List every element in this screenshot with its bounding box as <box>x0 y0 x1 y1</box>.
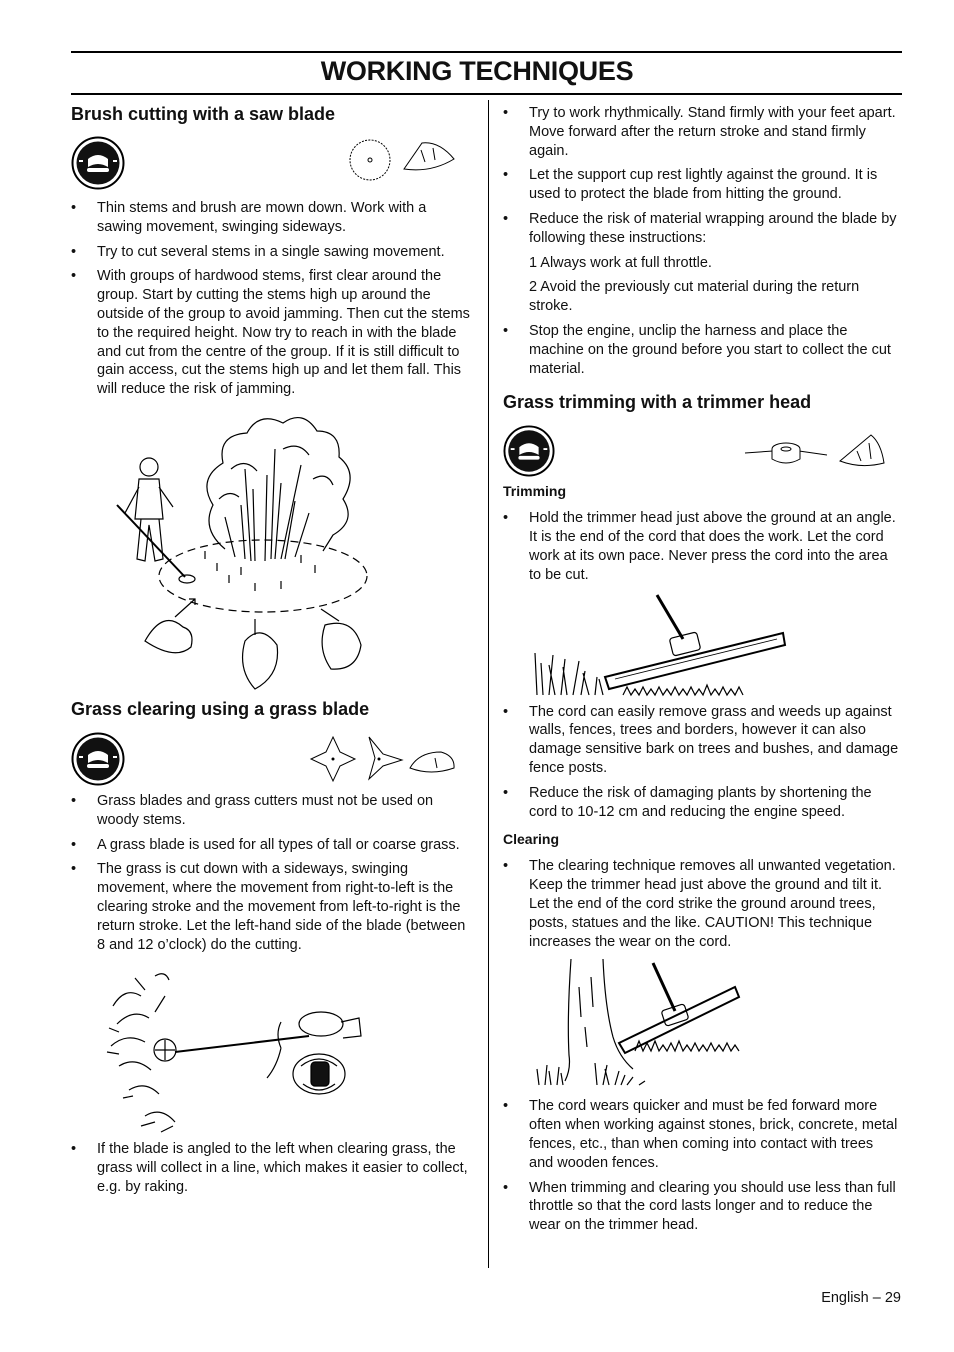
right-bullets <box>503 104 901 248</box>
list-item: • Thin stems and brush are mown down. Work with a sawing movement, swinging sideways. <box>71 199 473 237</box>
subheading-trimming: Trimming <box>503 483 567 500</box>
trimmer-head-icon <box>743 433 829 473</box>
protective-gear-icon <box>503 425 555 477</box>
right-bullets-last <box>503 322 901 378</box>
trimmer-icon-row <box>503 425 901 479</box>
list-item: • Reduce the risk of damaging plants by shortening the cord to 10-12 cm and reducing the engine speed. <box>503 784 901 822</box>
trimmer-guard-icon <box>837 431 887 469</box>
page-title: WORKING TECHNIQUES <box>320 56 634 86</box>
list-item: • Try to cut several stems in a single sawing movement. <box>71 243 473 262</box>
list-item: • With groups of hardwood stems, first clear around the group. Start by cutting the stems high up around the outside of the group to avoid jamming. Then cut the stems to the required height. Now try to reach in with the blade and cut from the centre of the group. If it is still difficult to gain access, cut the stems high up and let them fall. This will reduce the risk of jamming. <box>71 267 473 399</box>
brush-icon-row <box>71 136 473 196</box>
grass-blade-four-tooth-icon <box>308 734 358 784</box>
list-item: • Grass blades and grass cutters must not be used on woody stems. <box>71 792 473 830</box>
grass-blade-three-tooth-icon <box>361 734 405 782</box>
left-column <box>71 100 473 1203</box>
trimming-bullets <box>503 509 901 584</box>
list-item: • When trimming and clearing you should use less than full throttle so that the cord lasts longer and to reduce the wear on the trimmer head. <box>503 1179 901 1235</box>
blade-guard-icon <box>407 746 457 776</box>
brush-bullets <box>71 199 473 399</box>
protective-gear-icon <box>71 732 125 786</box>
list-item: • Let the support cup rest lightly against the ground. It is used to protect the blade from hitting the ground. <box>503 166 901 204</box>
page-footer: English – 29 <box>821 1290 901 1306</box>
grass-bullets-after <box>71 1140 473 1196</box>
list-item: • If the blade is angled to the left when clearing grass, the grass will collect in a line, which makes it easier to collect, e.g. by raking. <box>71 1140 473 1196</box>
step-1: 1 Always work at full throttle. <box>529 254 712 271</box>
section-heading-brush: Brush cutting with a saw blade <box>71 104 336 124</box>
grass-bullets <box>71 792 473 954</box>
trimming-bullets-after <box>503 703 901 822</box>
list-item: • Hold the trimmer head just above the ground at an angle. It is the end of the cord that does the work. Let the cord work at its own pace. Never press the cord into the area to be cut. <box>503 509 901 584</box>
list-item: • The grass is cut down with a sideways, swinging movement, where the movement from right-to-left is the clearing stroke and the movement from left-to-right is the return stroke. Let the left-hand side of the blade (between 8 and 12 o’clock) do the cutting. <box>71 860 473 954</box>
trimming-illustration <box>533 591 823 699</box>
right-column <box>503 100 901 1241</box>
section-heading-grass: Grass clearing using a grass blade <box>71 698 370 719</box>
saw-blade-icon <box>348 138 392 182</box>
clearing-bullets-after <box>503 1097 901 1235</box>
list-item: • Stop the engine, unclip the harness and place the machine on the ground before you start to collect the cut material. <box>503 322 901 378</box>
step-2: 2 Avoid the previously cut material during the return stroke. <box>529 279 860 315</box>
title-underline <box>71 93 902 95</box>
clearing-bullets <box>503 857 901 951</box>
clearing-illustration <box>535 957 795 1089</box>
section-heading-trimmer: Grass trimming with a trimmer head <box>503 392 812 413</box>
list-item: • The cord wears quicker and must be fed forward more often when working against stones, brick, concrete, metal fences, etc., than when coming into contact with trees and wooden fences. <box>503 1097 901 1172</box>
subheading-clearing: Clearing <box>503 831 560 848</box>
column-divider <box>488 100 489 1268</box>
list-item: • Try to work rhythmically. Stand firmly with your feet apart. Move forward after the return stroke and stand firmly again. <box>503 104 901 160</box>
protective-gear-icon <box>71 136 125 190</box>
list-item: • The cord can easily remove grass and weeds up against walls, fences, trees and borders, however it can also damage sensitive bark on trees and bushes, and damage fence posts. <box>503 703 901 778</box>
list-item: • Reduce the risk of material wrapping around the blade by following these instructions: <box>503 210 901 248</box>
brush-cutting-illustration <box>105 409 405 699</box>
list-item: • A grass blade is used for all types of tall or coarse grass. <box>71 836 473 855</box>
top-rule <box>71 51 902 53</box>
grass-clearing-illustration <box>105 966 365 1136</box>
grass-icon-row <box>71 732 473 788</box>
blade-guard-icon <box>401 140 457 174</box>
list-item: • The clearing technique removes all unwanted vegetation. Keep the trimmer head just above the ground and tilt it. Let the end of the cord strike the ground around trees, posts, statues and the like. CAUTION! This technique increases the wear on the cord. <box>503 857 901 951</box>
